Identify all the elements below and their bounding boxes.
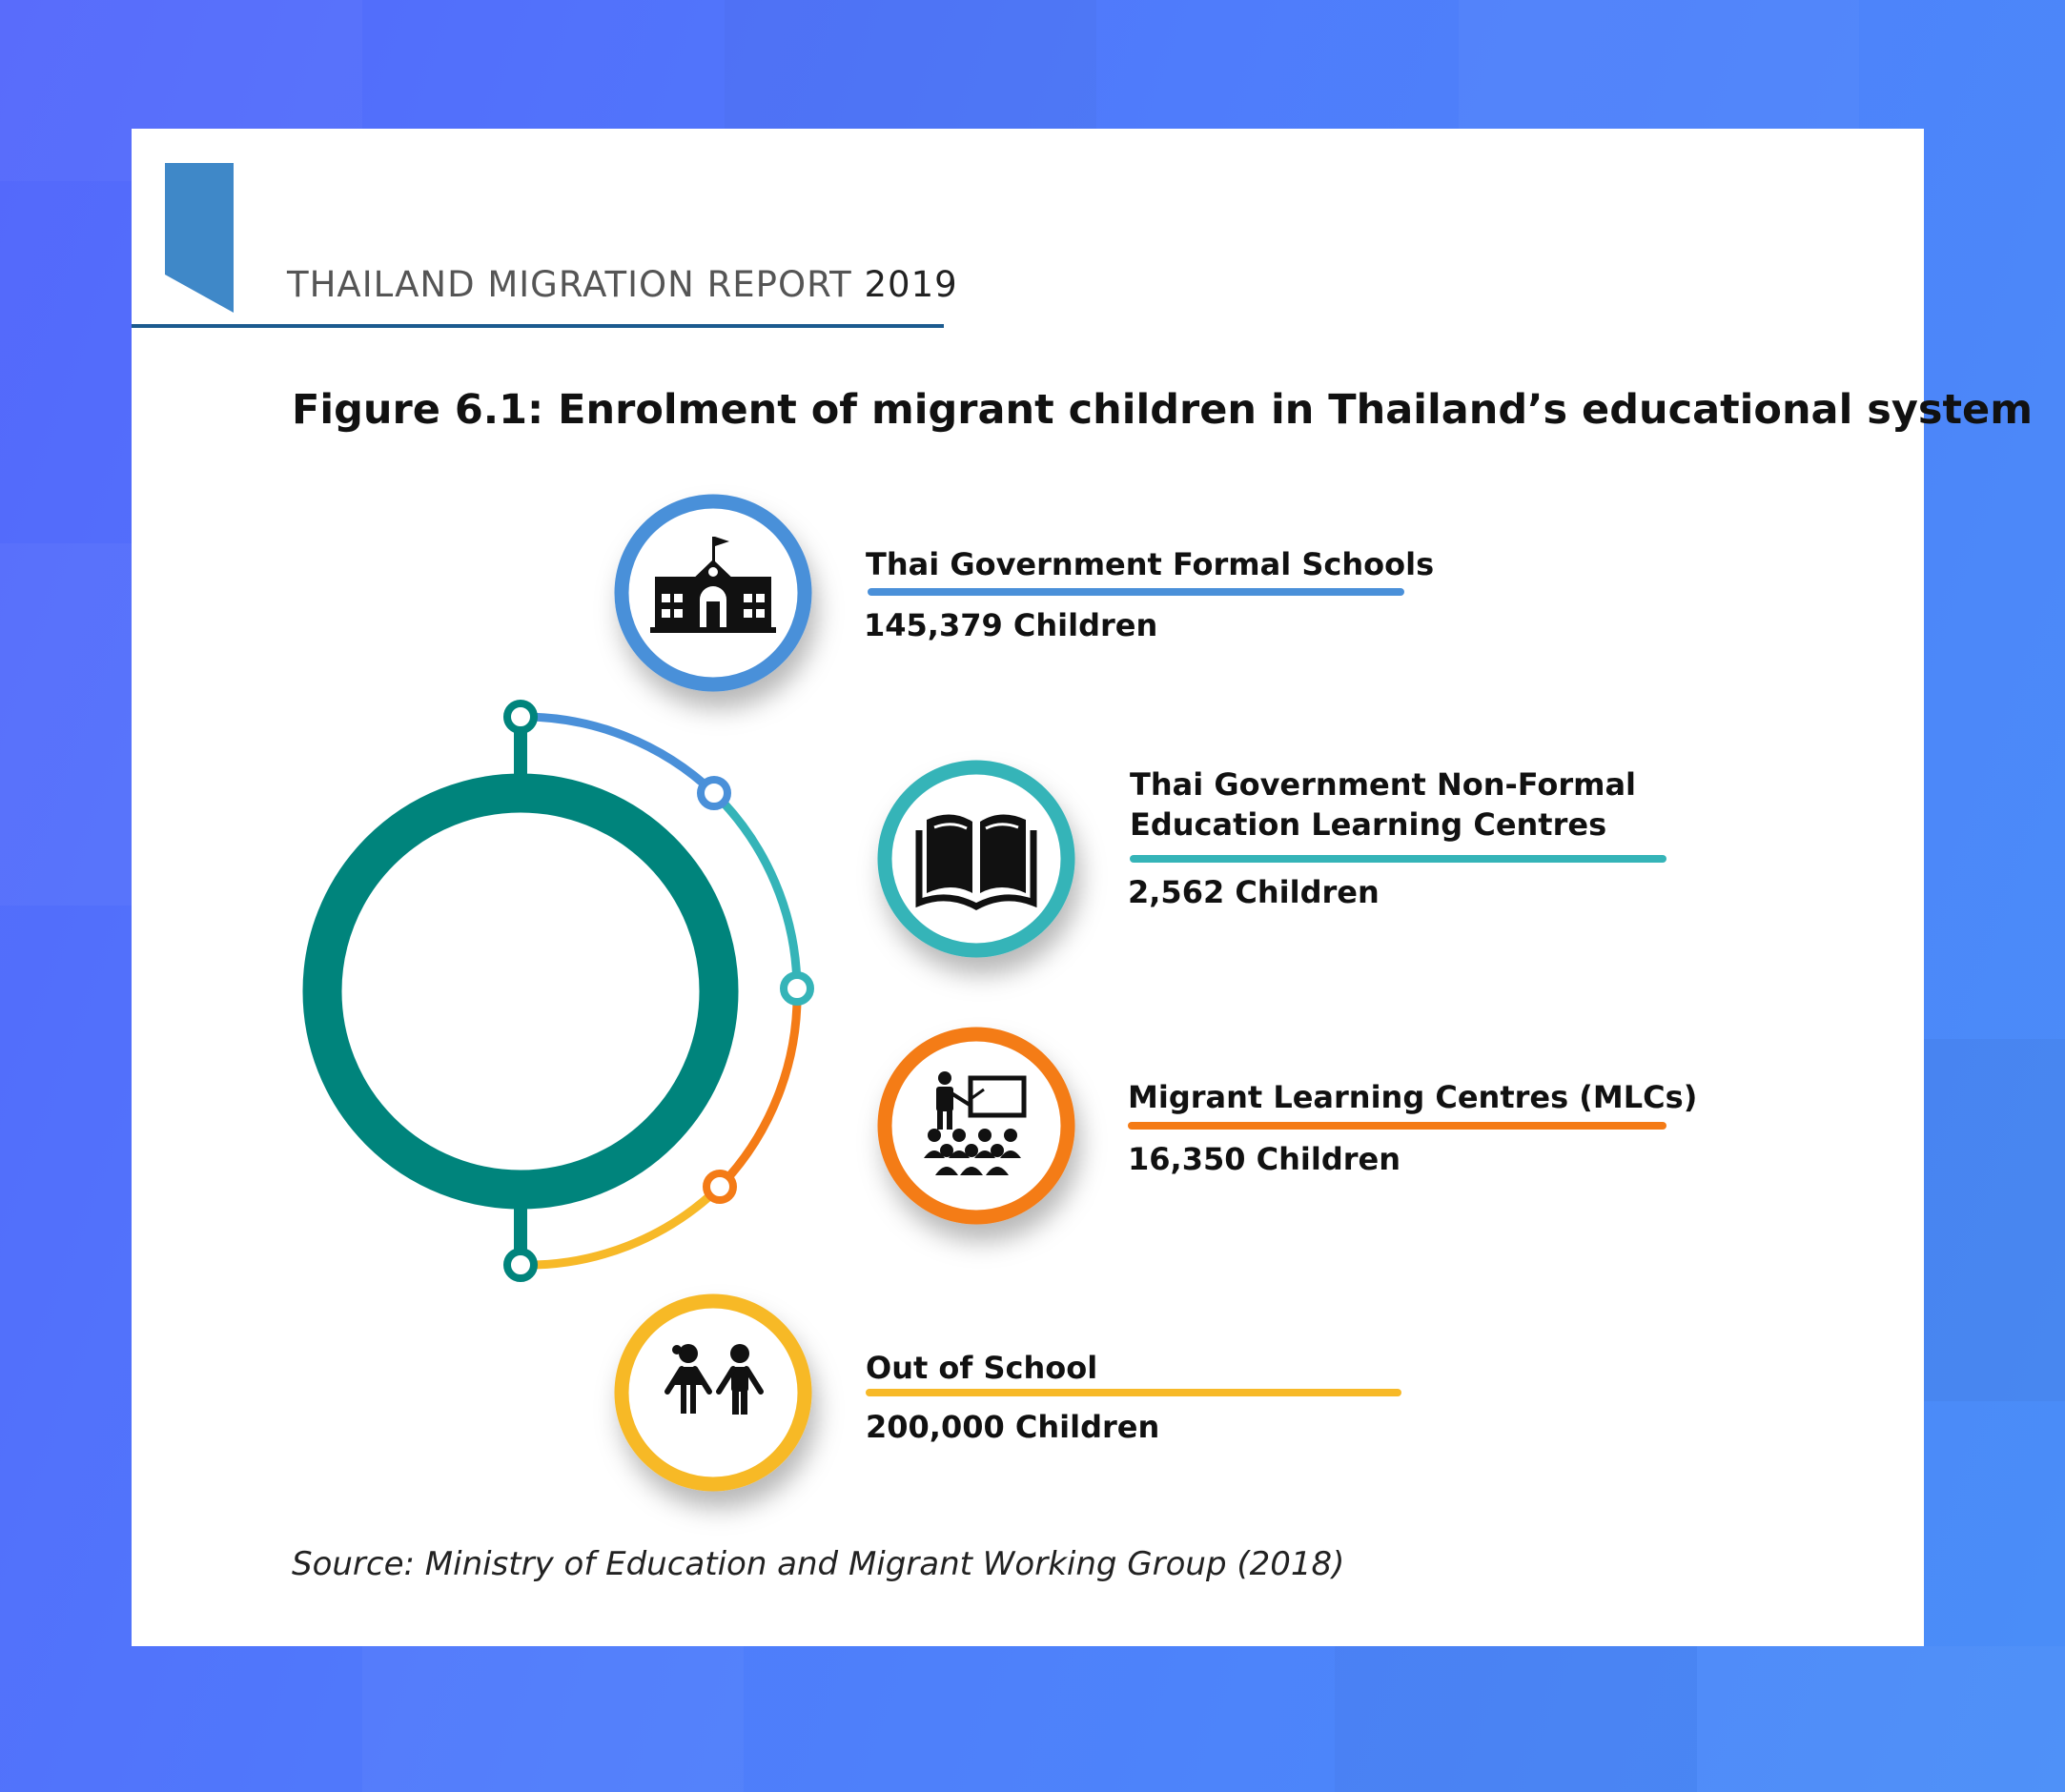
arc-node xyxy=(706,1173,733,1200)
hub-ring xyxy=(322,793,719,1190)
report-page xyxy=(132,129,2034,1646)
arc-node xyxy=(507,703,534,730)
arc-node xyxy=(784,975,810,1002)
arc-node xyxy=(507,1252,534,1278)
arc-node xyxy=(701,780,727,806)
background-tile xyxy=(1697,1646,2065,1792)
background-tile xyxy=(1335,1646,1697,1792)
out-of-school-count: 200,000 Children xyxy=(866,1409,1160,1445)
background-tile xyxy=(362,1646,744,1792)
out-of-school-badge xyxy=(622,1301,805,1484)
non-formal-rule xyxy=(1130,855,1666,863)
formal-schools-count: 145,379 Children xyxy=(864,607,1158,643)
formal-schools-badge xyxy=(622,501,805,684)
background-tile xyxy=(0,543,132,906)
non-formal-badge xyxy=(885,767,1068,950)
report-year: 2019 xyxy=(864,264,958,305)
formal-schools-label: Thai Government Formal Schools xyxy=(866,546,1435,582)
out-of-school-rule xyxy=(866,1389,1401,1396)
mlc-label: Migrant Learning Centres (MLCs) xyxy=(1128,1079,1698,1115)
figure-title: Figure 6.1: Enrolment of migrant children in Thailand’s educational system xyxy=(292,386,2034,434)
source-note: Source: Ministry of Education and Migrant Working Group (2018) xyxy=(292,1545,1345,1583)
report-name: THAILAND MIGRATION REPORT xyxy=(287,264,852,305)
mlc-badge xyxy=(885,1034,1068,1217)
background-tile xyxy=(1459,0,1859,129)
background-tile xyxy=(725,0,1096,129)
non-formal-count: 2,562 Children xyxy=(1128,874,1380,910)
non-formal-label-line-2: Education Learning Centres xyxy=(1130,806,1607,843)
mlc-rule xyxy=(1128,1122,1666,1130)
formal-schools-rule xyxy=(868,588,1404,596)
background-tile xyxy=(1924,1039,2065,1401)
out-of-school-label: Out of School xyxy=(866,1350,1098,1386)
mlc-count: 16,350 Children xyxy=(1128,1141,1401,1177)
non-formal-label-line-1: Thai Government Non-Formal xyxy=(1130,766,1637,803)
